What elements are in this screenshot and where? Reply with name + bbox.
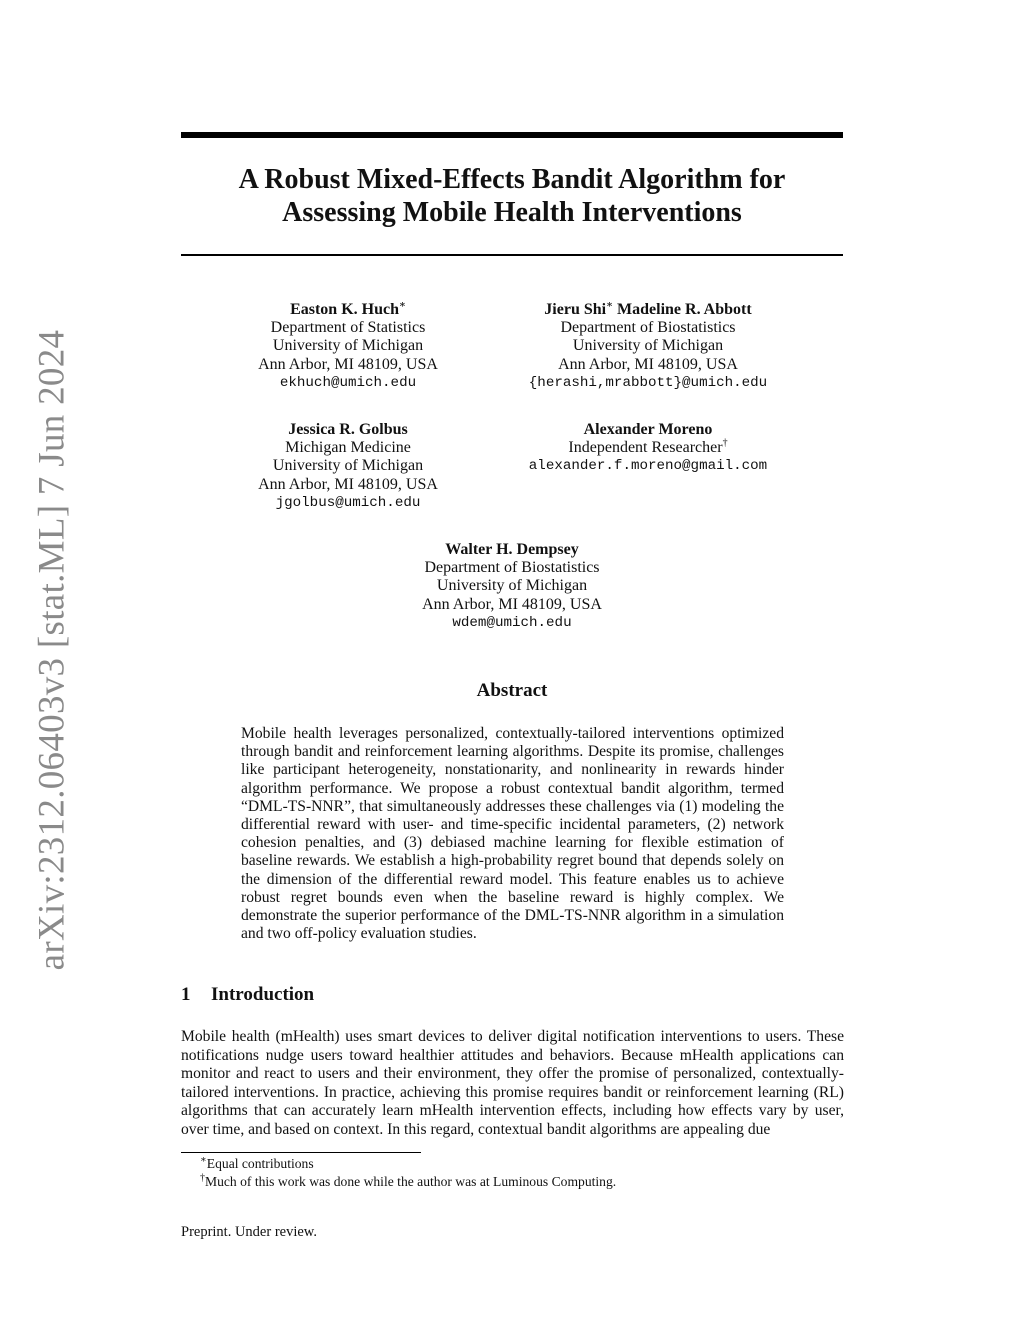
abstract-body: Mobile health leverages personalized, contextually-tailored interventions optimized through bandit and reinforcement learning algorithms. Despite its promise, challenges like participant heterogeneity, nonstationarity, and nonlinearity in rewards hinder algorithm performance. We propose a robust contextual bandit algorithm, termed “DML-TS-NNR”, that simultaneously addresses these challenges via (1) modeling the differential reward with user- and time-specific incidental parameters, (2) network cohesion penalties, and (3) debiased machine learning for flexible estimation of baseline rewards. We establish a high-probability regret bound that depends solely on the dimension of the differential reward model. This feature enables us to achieve robust regret bounds even when the baseline reward is highly complex. We demonstrate the superior performance of the DML-TS-NNR algorithm in a simulation and two off-policy evaluation studies.	[241, 725, 784, 943]
footnotes	[200, 1155, 840, 1191]
section-title: Introduction	[211, 984, 315, 1005]
author-university: University of Michigan	[572, 337, 724, 355]
author-email: {herashi,mrabbott}@umich.edu	[528, 374, 768, 391]
arxiv-identifier-stamp: arXiv:2312.06403v3 [stat.ML] 7 Jun 2024	[31, 329, 73, 971]
author-university: University of Michigan	[272, 337, 424, 355]
section-number: 1	[181, 984, 191, 1005]
footnote-rule	[181, 1152, 421, 1153]
section-heading-introduction	[181, 984, 314, 1006]
introduction-body: Mobile health (mHealth) uses smart devices to deliver digital notification interventions to users. These notifications nudge users toward healthier attitudes and behaviors. Because mHealth applications can monitor and react to users and their environment, they offer the promise of personalized, contextually-tailored interventions. In practice, achieving this promise requires bandit or reinforcement learning (RL) algorithms that can accurately learn mHealth intervention effects, including how effects vary by user, over time, and based on context. In this regard, contextual bandit algorithms are appealing due	[181, 1028, 844, 1138]
author-block-golbus	[188, 421, 508, 512]
paper-title	[181, 163, 843, 229]
footnote-item: †Much of this work was done while the author was at Luminous Computing.	[200, 1172, 617, 1189]
footnote-item: ∗Equal contributions	[200, 1154, 314, 1171]
author-block-huch	[188, 301, 508, 392]
author-email: alexander.f.moreno@gmail.com	[528, 458, 768, 475]
title-line-2: Assessing Mobile Health Interventions	[282, 197, 742, 228]
author-address: Ann Arbor, MI 48109, USA	[258, 475, 438, 493]
author-address: Ann Arbor, MI 48109, USA	[558, 355, 738, 373]
author-university: University of Michigan	[272, 457, 424, 475]
author-name: Jessica R. Golbus	[288, 421, 408, 438]
author-affiliation: Independent Researcher†	[568, 437, 728, 457]
author-block-shi-abbott	[488, 301, 808, 392]
author-name: Easton K. Huch∗	[290, 299, 406, 318]
title-line-1: A Robust Mixed-Effects Bandit Algorithm for	[238, 164, 786, 195]
author-email: ekhuch@umich.edu	[279, 374, 417, 391]
author-department: Department of Biostatistics	[424, 559, 600, 577]
author-block-moreno	[488, 421, 808, 476]
preprint-footer: Preprint. Under review.	[181, 1224, 317, 1240]
author-address: Ann Arbor, MI 48109, USA	[258, 355, 438, 373]
title-bottom-rule	[181, 254, 843, 256]
author-email: jgolbus@umich.edu	[275, 494, 421, 511]
abstract-heading: Abstract	[476, 680, 548, 701]
author-block-dempsey	[352, 541, 672, 632]
author-department: Department of Statistics	[270, 319, 426, 337]
author-name: Alexander Moreno	[583, 421, 713, 438]
author-email: wdem@umich.edu	[452, 614, 572, 631]
title-top-rule	[181, 132, 843, 138]
author-names: Jieru Shi∗ Madeline R. Abbott	[544, 299, 752, 318]
author-university: University of Michigan	[436, 577, 588, 595]
author-address: Ann Arbor, MI 48109, USA	[422, 595, 602, 613]
author-department: Department of Biostatistics	[560, 319, 736, 337]
author-affiliation: Michigan Medicine	[285, 439, 411, 457]
author-name: Walter H. Dempsey	[445, 541, 579, 558]
